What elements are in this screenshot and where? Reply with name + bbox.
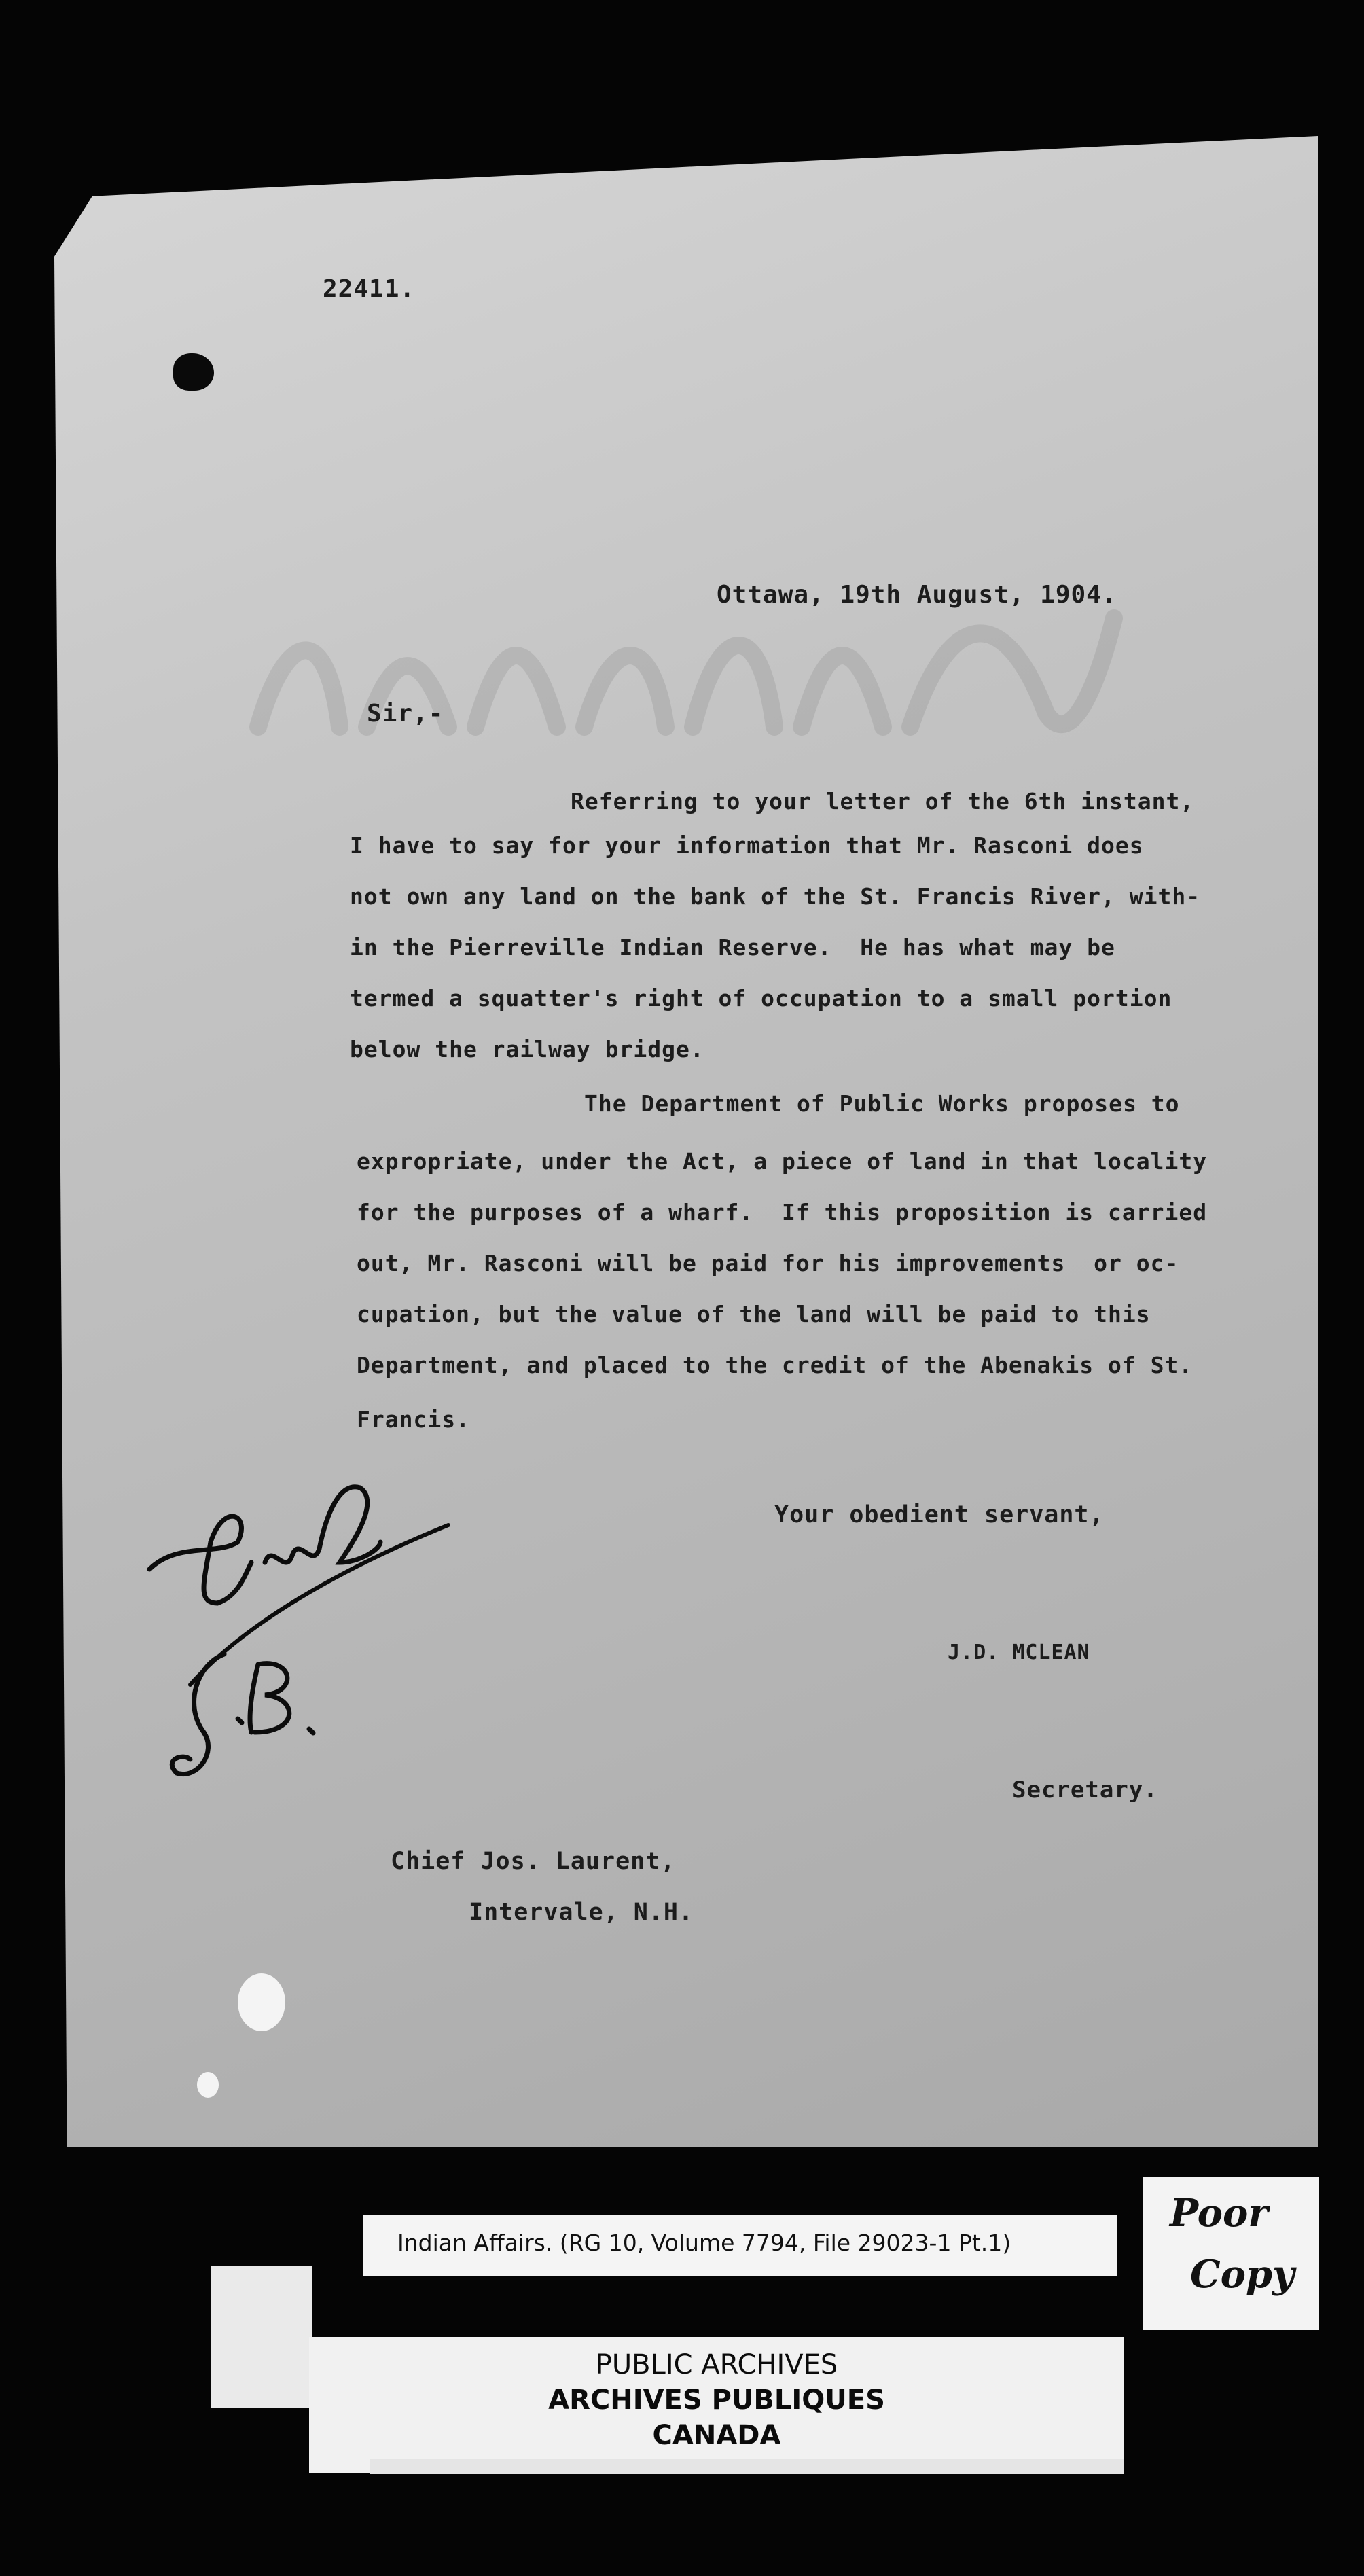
body-line: expropriate, under the Act, a piece of land in that locality bbox=[357, 1148, 1208, 1175]
body-line: Referring to your letter of the 6th instant, bbox=[571, 788, 1195, 815]
archive-line2: ARCHIVES PUBLIQUES bbox=[548, 2384, 885, 2416]
body-line: I have to say for your information that Mr. Rasconi does bbox=[350, 832, 1144, 859]
poor-copy-line2: Copy bbox=[1190, 2252, 1295, 2297]
body-line: Francis. bbox=[357, 1406, 470, 1433]
archive-stamp bbox=[309, 2337, 1124, 2473]
paper-speck bbox=[197, 2072, 219, 2098]
letter-page bbox=[54, 136, 1318, 2147]
addressee-name: Chief Jos. Laurent, bbox=[391, 1848, 676, 1875]
body-line: not own any land on the bank of the St. Francis River, with- bbox=[350, 883, 1201, 910]
punch-hole bbox=[173, 353, 214, 391]
paper-speck bbox=[238, 1973, 285, 2031]
closing: Your obedient servant, bbox=[774, 1501, 1105, 1528]
body-line: in the Pierreville Indian Reserve. He has what may be bbox=[350, 934, 1115, 961]
watermark bbox=[245, 591, 1128, 754]
poor-copy-line1: Poor bbox=[1170, 2191, 1268, 2236]
archive-line3: CANADA bbox=[652, 2420, 781, 2451]
body-line: out, Mr. Rasconi will be paid for his improvements or oc- bbox=[357, 1250, 1179, 1276]
archive-reference: Indian Affairs. (RG 10, Volume 7794, File 29023-1 Pt.1) bbox=[397, 2230, 1011, 2256]
archive-reference-label bbox=[363, 2215, 1117, 2276]
poor-copy-stamp bbox=[1143, 2177, 1319, 2330]
dateline: Ottawa, 19th August, 1904. bbox=[717, 581, 1117, 609]
body-line: The Department of Public Works proposes to bbox=[584, 1090, 1180, 1117]
salutation: Sir,- bbox=[367, 700, 444, 728]
body-line: termed a squatter's right of occupation to a small portion bbox=[350, 985, 1172, 1012]
signatory-title: Secretary. bbox=[1012, 1776, 1158, 1804]
signatory-name: J.D. MCLEAN bbox=[948, 1641, 1090, 1664]
clip-tab bbox=[211, 2266, 312, 2408]
handwritten-initials bbox=[136, 1461, 462, 1800]
body-line: cupation, but the value of the land will be paid to this bbox=[357, 1301, 1151, 1327]
body-line: below the railway bridge. bbox=[350, 1036, 704, 1062]
bottom-strip bbox=[370, 2459, 1124, 2474]
body-line: Department, and placed to the credit of the Abenakis of St. bbox=[357, 1352, 1194, 1378]
archive-line1: PUBLIC ARCHIVES bbox=[595, 2349, 838, 2380]
addressee-place: Intervale, N.H. bbox=[469, 1899, 694, 1926]
file-number: 22411. bbox=[323, 275, 416, 303]
body-line: for the purposes of a wharf. If this proposition is carried bbox=[357, 1199, 1208, 1226]
